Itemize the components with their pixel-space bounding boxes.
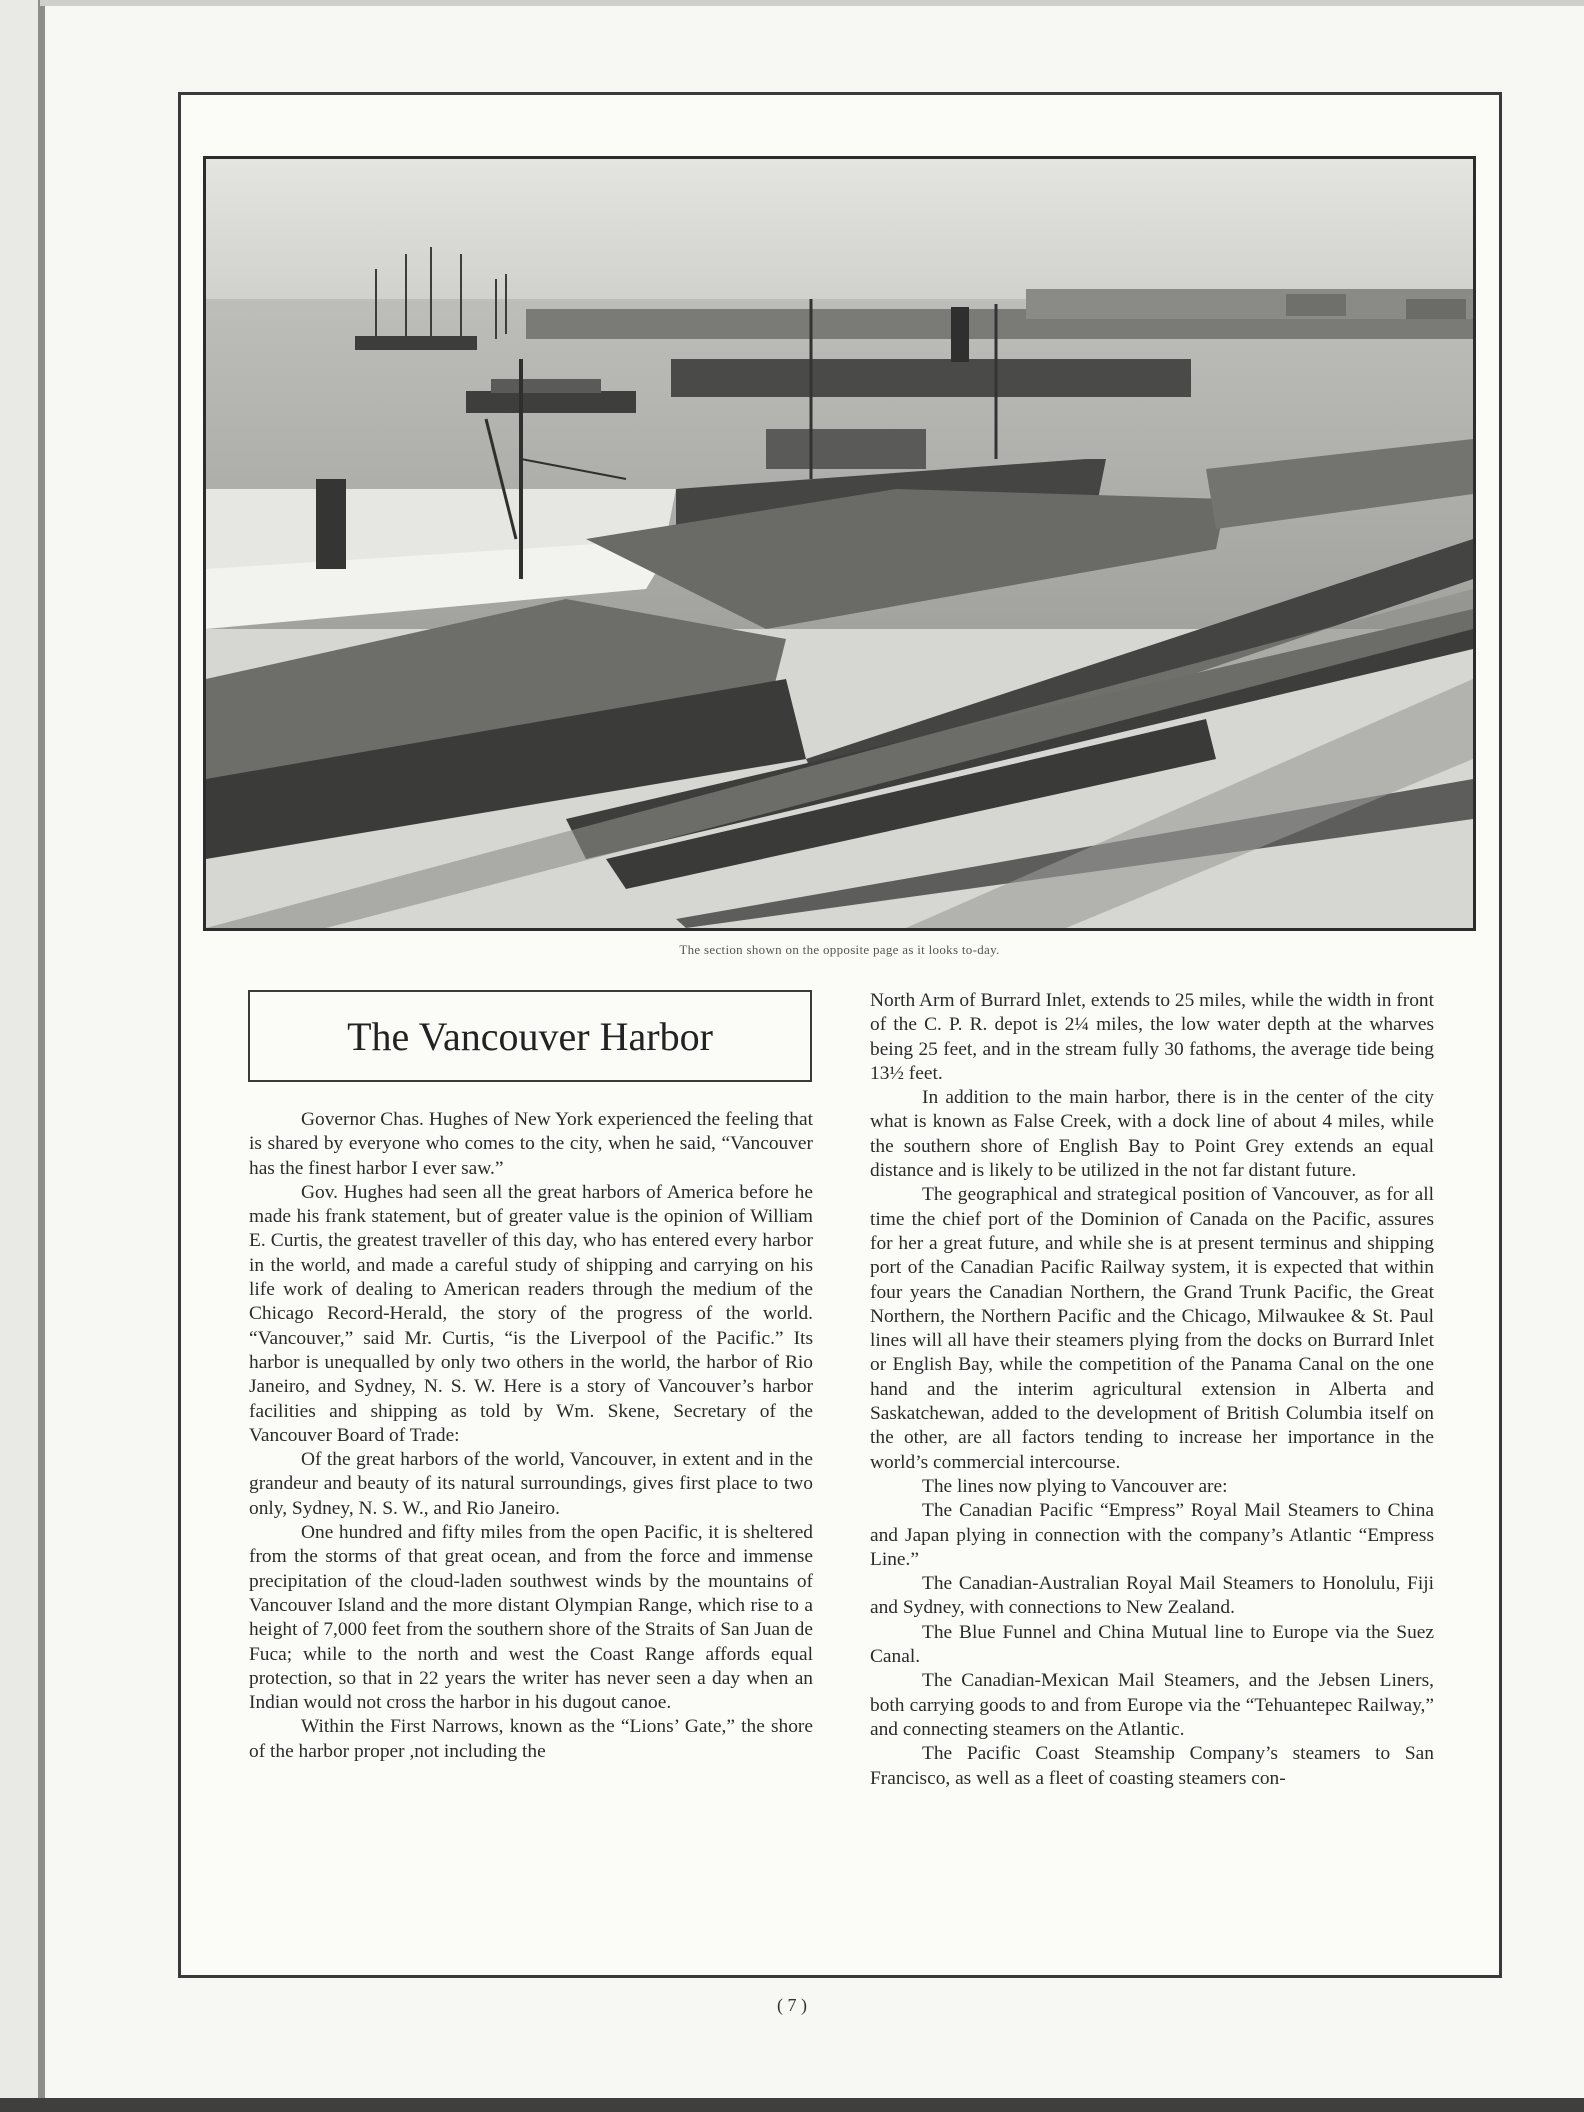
paragraph: Of the great harbors of the world, Vancouver, in extent and in the grandeur and beauty of its natural surroundings, gives first place to two only, Sydney, N. S. W., and Rio Janeiro.	[249, 1449, 813, 1519]
harbor-scene	[206, 159, 1473, 928]
paragraph: In addition to the main harbor, there is in the center of the city what is known as False Creek, with a dock line of about 4 miles, while the southern shore of English Bay to Point Grey extends an equal distance and is likely to be utilized in the not far distant future.	[870, 1087, 1434, 1182]
right-column	[870, 989, 1434, 1791]
page-number: ( 7 )	[777, 1995, 807, 2015]
binding-edge	[38, 0, 45, 2112]
harbor-photograph	[203, 156, 1476, 931]
paragraph: The Canadian-Mexican Mail Steamers, and the Jebsen Liners, both carrying goods to and from Europe via the “Tehuantepec Railway,” and connecting steamers on the Atlantic.	[870, 1670, 1434, 1740]
page-bottom-edge	[0, 2098, 1584, 2112]
article-title: The Vancouver Harbor	[347, 1013, 713, 1059]
paragraph: Within the First Narrows, known as the “Lions’ Gate,” the shore of the harbor proper ,not including the	[249, 1716, 813, 1762]
photo-caption: The section shown on the opposite page as it looks to-day.	[679, 942, 1000, 957]
paragraph: North Arm of Burrard Inlet, extends to 25 miles, while the width in front of the C. P. R. depot is 2¼ miles, the low water depth at the wharves being 25 feet, and in the stream fully 30 fathoms, the average tide being 13½ feet.	[870, 990, 1434, 1084]
paragraph: Governor Chas. Hughes of New York experienced the feeling that is shared by everyone who comes to the city, when he said, “Vancouver has the finest harbor I ever saw.”	[249, 1109, 813, 1179]
paragraph: The Canadian Pacific “Empress” Royal Mail Steamers to China and Japan plying in connection with the company’s Atlantic “Empress Line.”	[870, 1500, 1434, 1570]
article-title-box	[248, 990, 812, 1082]
paragraph: The Canadian-Australian Royal Mail Steamers to Honolulu, Fiji and Sydney, with connections to New Zealand.	[870, 1573, 1434, 1619]
paragraph: The geographical and strategical position of Vancouver, as for all time the chief port of the Dominion of Canada on the Pacific, assures for her a great future, and while she is at present terminus and shipping port of the Canadian Pacific Railway system, it is expected that within four years the Canadian Northern, the Grand Trunk Pacific, the Great Northern, the Northern Pacific and the Chicago, Milwaukee & St. Paul lines will all have their steamers plying from the docks on Burrard Inlet or English Bay, while the competition of the Panama Canal on the one hand and the interim agricultural extension in Alberta and Saskatchewan, added to the development of British Columbia itself on the other, are all factors tending to increase her importance in the world’s commercial intercourse.	[870, 1184, 1434, 1473]
paragraph: Gov. Hughes had seen all the great harbors of America before he made his frank statement, but of greater value is the opinion of William E. Curtis, the greatest traveller of this day, who has entered every harbor in the world, and made a careful study of shipping and carrying on his life work of dealing to American readers through the medium of the Chicago Record-Herald, the story of the progress of the world. “Vancouver,” said Mr. Curtis, “is the Liverpool of the Pacific.” Its harbor is unequalled by only two others in the world, the harbor of Rio Janeiro, and Sydney, N. S. W. Here is a story of Vancouver’s harbor facilities and shipping as told by Wm. Skene, Secretary of the Vancouver Board of Trade:	[249, 1181, 813, 1446]
page-top-edge	[40, 0, 1584, 6]
paragraph: The lines now plying to Vancouver are:	[922, 1475, 1228, 1497]
left-column	[249, 1108, 813, 1764]
paragraph: The Blue Funnel and China Mutual line to Europe via the Suez Canal.	[870, 1621, 1434, 1668]
paragraph: The Pacific Coast Steamship Company’s steamers to San Francisco, as well as a fleet of coasting steamers con-	[870, 1743, 1434, 1789]
paragraph: One hundred and fifty miles from the open Pacific, it is sheltered from the storms of that great ocean, and from the force and immense precipitation of the cloud-laden southwest winds by the mountains of Vancouver Island and the more distant Olympian Range, which rise to a height of 7,000 feet from the southern shore of the Straits of San Juan de Fuca; while to the north and west the Coast Range affords equal protection, so that in 22 years the writer has never seen a day when an Indian would not cross the harbor in his dugout canoe.	[249, 1522, 813, 1714]
page-gutter	[0, 0, 38, 2098]
